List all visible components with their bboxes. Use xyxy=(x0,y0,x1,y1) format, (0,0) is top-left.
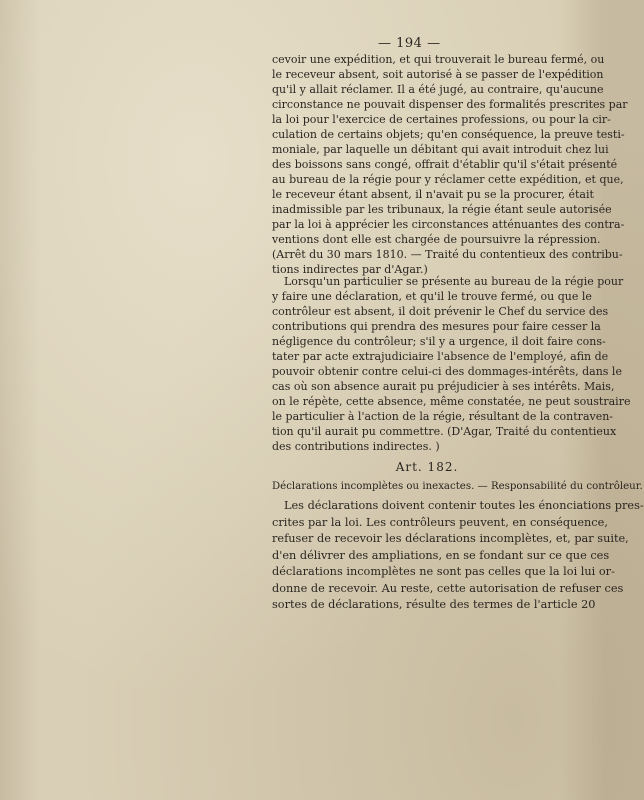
text-line: y faire une déclaration, et qu'il le trouve fermé, ou que le xyxy=(272,290,592,303)
text-line: déclarations incomplètes ne sont pas celles que la loi lui or- xyxy=(272,565,615,578)
article-subtitle: Déclarations incomplètes ou inexactes. — Responsabilité du contrôleur. xyxy=(272,481,643,492)
page-number: — 194 — xyxy=(378,36,441,51)
text-line: au bureau de la régie pour y réclamer cette expédition, et que, xyxy=(272,173,624,186)
text-line: cas où son absence aurait pu préjudicier à ses intérêts. Mais, xyxy=(272,380,615,393)
text-line: circonstance ne pouvait dispenser des formalités prescrites par xyxy=(272,98,628,111)
text-line: tion qu'il aurait pu commettre. (D'Agar, Traité du contentieux xyxy=(272,425,617,438)
paragraph-1 xyxy=(272,52,628,277)
text-line: refuser de recevoir les déclarations incomplètes, et, par suite, xyxy=(272,532,629,545)
text-line: Les déclarations doivent contenir toutes les énonciations pres- xyxy=(284,499,644,512)
text-line: cevoir une expédition, et qui trouverait le bureau fermé, ou xyxy=(272,53,605,66)
text-line: inadmissible par les tribunaux, la régie étant seule autorisée xyxy=(272,203,612,216)
text-line: contrôleur est absent, il doit prévenir le Chef du service des xyxy=(272,305,609,318)
text-line: la loi pour l'exercice de certaines professions, ou pour la cir- xyxy=(272,113,611,126)
text-line: le particulier à l'action de la régie, résultant de la contraven- xyxy=(272,410,614,423)
text-line: donne de recevoir. Au reste, cette autorisation de refuser ces xyxy=(272,581,624,595)
text-line: pouvoir obtenir contre celui-ci des dommages-intérêts, dans le xyxy=(272,365,622,378)
text-line: ventions dont elle est chargée de poursuivre la répression. xyxy=(272,233,601,246)
text-line: (Arrêt du 30 mars 1810. — Traité du contentieux des contribu- xyxy=(272,248,623,261)
text-line: sortes de déclarations, résulte des termes de l'article 20 xyxy=(272,598,596,611)
text-line: culation de certains objets; qu'en conséquence, la preuve testi- xyxy=(272,128,625,141)
text-line: négligence du contrôleur; s'il y a urgence, il doit faire cons- xyxy=(272,335,606,348)
text-line: par la loi à apprécier les circonstances atténuantes des contra- xyxy=(272,218,625,231)
text-line: des contributions indirectes. ) xyxy=(272,440,440,453)
text-line: le receveur étant absent, il n'avait pu se la procurer, était xyxy=(272,188,594,201)
text-line: des boissons sans congé, offrait d'établir qu'il s'était présenté xyxy=(272,158,618,171)
text-line: d'en délivrer des ampliations, en se fondant sur ce que ces xyxy=(272,548,610,562)
paragraph-2 xyxy=(272,274,631,454)
text-line: crites par la loi. Les contrôleurs peuvent, en conséquence, xyxy=(272,515,608,529)
text-line: le receveur absent, soit autorisé à se passer de l'expédition xyxy=(272,68,604,81)
text-line: tater par acte extrajudiciaire l'absence de l'employé, afin de xyxy=(272,350,609,363)
text-line: Lorsqu'un particulier se présente au bureau de la régie pour xyxy=(284,275,624,288)
paragraph-3 xyxy=(272,498,644,614)
text-line: moniale, par laquelle un débitant qui avait introduit chez lui xyxy=(272,143,609,156)
article-heading: Art. 182. xyxy=(395,460,459,474)
text-line: on le répète, cette absence, même constatée, ne peut soustraire xyxy=(272,395,631,408)
text-line: qu'il y allait réclamer. Il a été jugé, au contraire, qu'aucune xyxy=(272,83,604,96)
text-line: tions indirectes par d'Agar.) xyxy=(272,263,428,276)
text-line: contributions qui prendra des mesures pour faire cesser la xyxy=(272,320,601,333)
